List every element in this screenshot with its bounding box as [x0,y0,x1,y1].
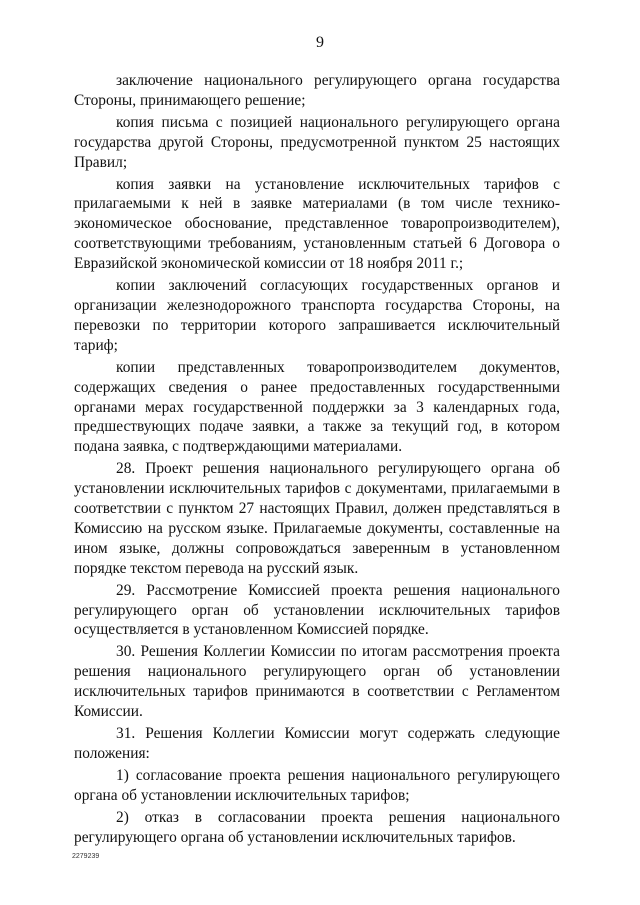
paragraph-letter-copy: копия письма с позицией национального регулирующего органа государства другой Стороны, предусмотренной пунктом 25 настоящих Правил; [74,113,560,171]
paragraph-item-30: 30. Решения Коллегии Комиссии по итогам рассмотрения проекта решения национального регулирующего орган об установлении исключительных тарифов принимаются в соответствии с Регламентом Комиссии. [74,643,560,721]
paragraph-application-copy: копия заявки на установление исключительных тарифов с прилагаемыми к ней в заявке материалами (в том числе технико-экономическое обоснование, представленное товаропроизводителем), соответствующими требованиям, установленным статьей 6 Договора о Евразийской экономической комиссии от 18 ноября 2011 г.; [74,175,560,273]
document-code: 2279239 [72,853,100,860]
paragraph-item-31-2: 2) отказ в согласовании проекта решения национального регулирующего органа об установлении исключительных тарифов. [74,808,560,846]
paragraph-approval-copies: копии заключений согласующих государственных органов и организации железнодорожного транспорта государства Стороны, на перевозки по территории которого запрашивается исключительный тариф; [74,277,560,354]
paragraph-item-31-1: 1) согласование проекта решения национального регулирующего органа об установлении исключительных тарифов; [74,766,560,804]
paragraph-item-28: 28. Проект решения национального регулирующего органа об установлении исключительных тарифов с документами, прилагаемыми в соответствии с пунктом 27 настоящих Правил, должен представляться в Комиссию на русском языке. Прилагаемые документы, составленные на ином языке, должны сопровождаться заверенным в установленном порядке текстом перевода на русский язык. [74,460,560,577]
paragraph-item-29: 29. Рассмотрение Комиссией проекта решения национального регулирующего орган об установлении исключительных тарифов осуществляется в установленном Комиссией порядке. [74,581,560,639]
paragraph-producer-documents: копии представленных товаропроизводителем документов, содержащих сведения о ранее предоставленных государственными органами мерах государственной поддержки за 3 календарных года, предшествующих подаче заявки, а также за текущий год, в котором подана заявка, с подтверждающими материалами. [74,358,560,456]
page-number: 9 [316,34,324,51]
paragraph-regulator-conclusion: заключение национального регулирующего органа государства Стороны, принимающего решение; [74,72,560,109]
paragraph-item-31: 31. Решения Коллегии Комиссии могут содержать следующие положения: [74,725,560,762]
document-body [74,71,560,847]
